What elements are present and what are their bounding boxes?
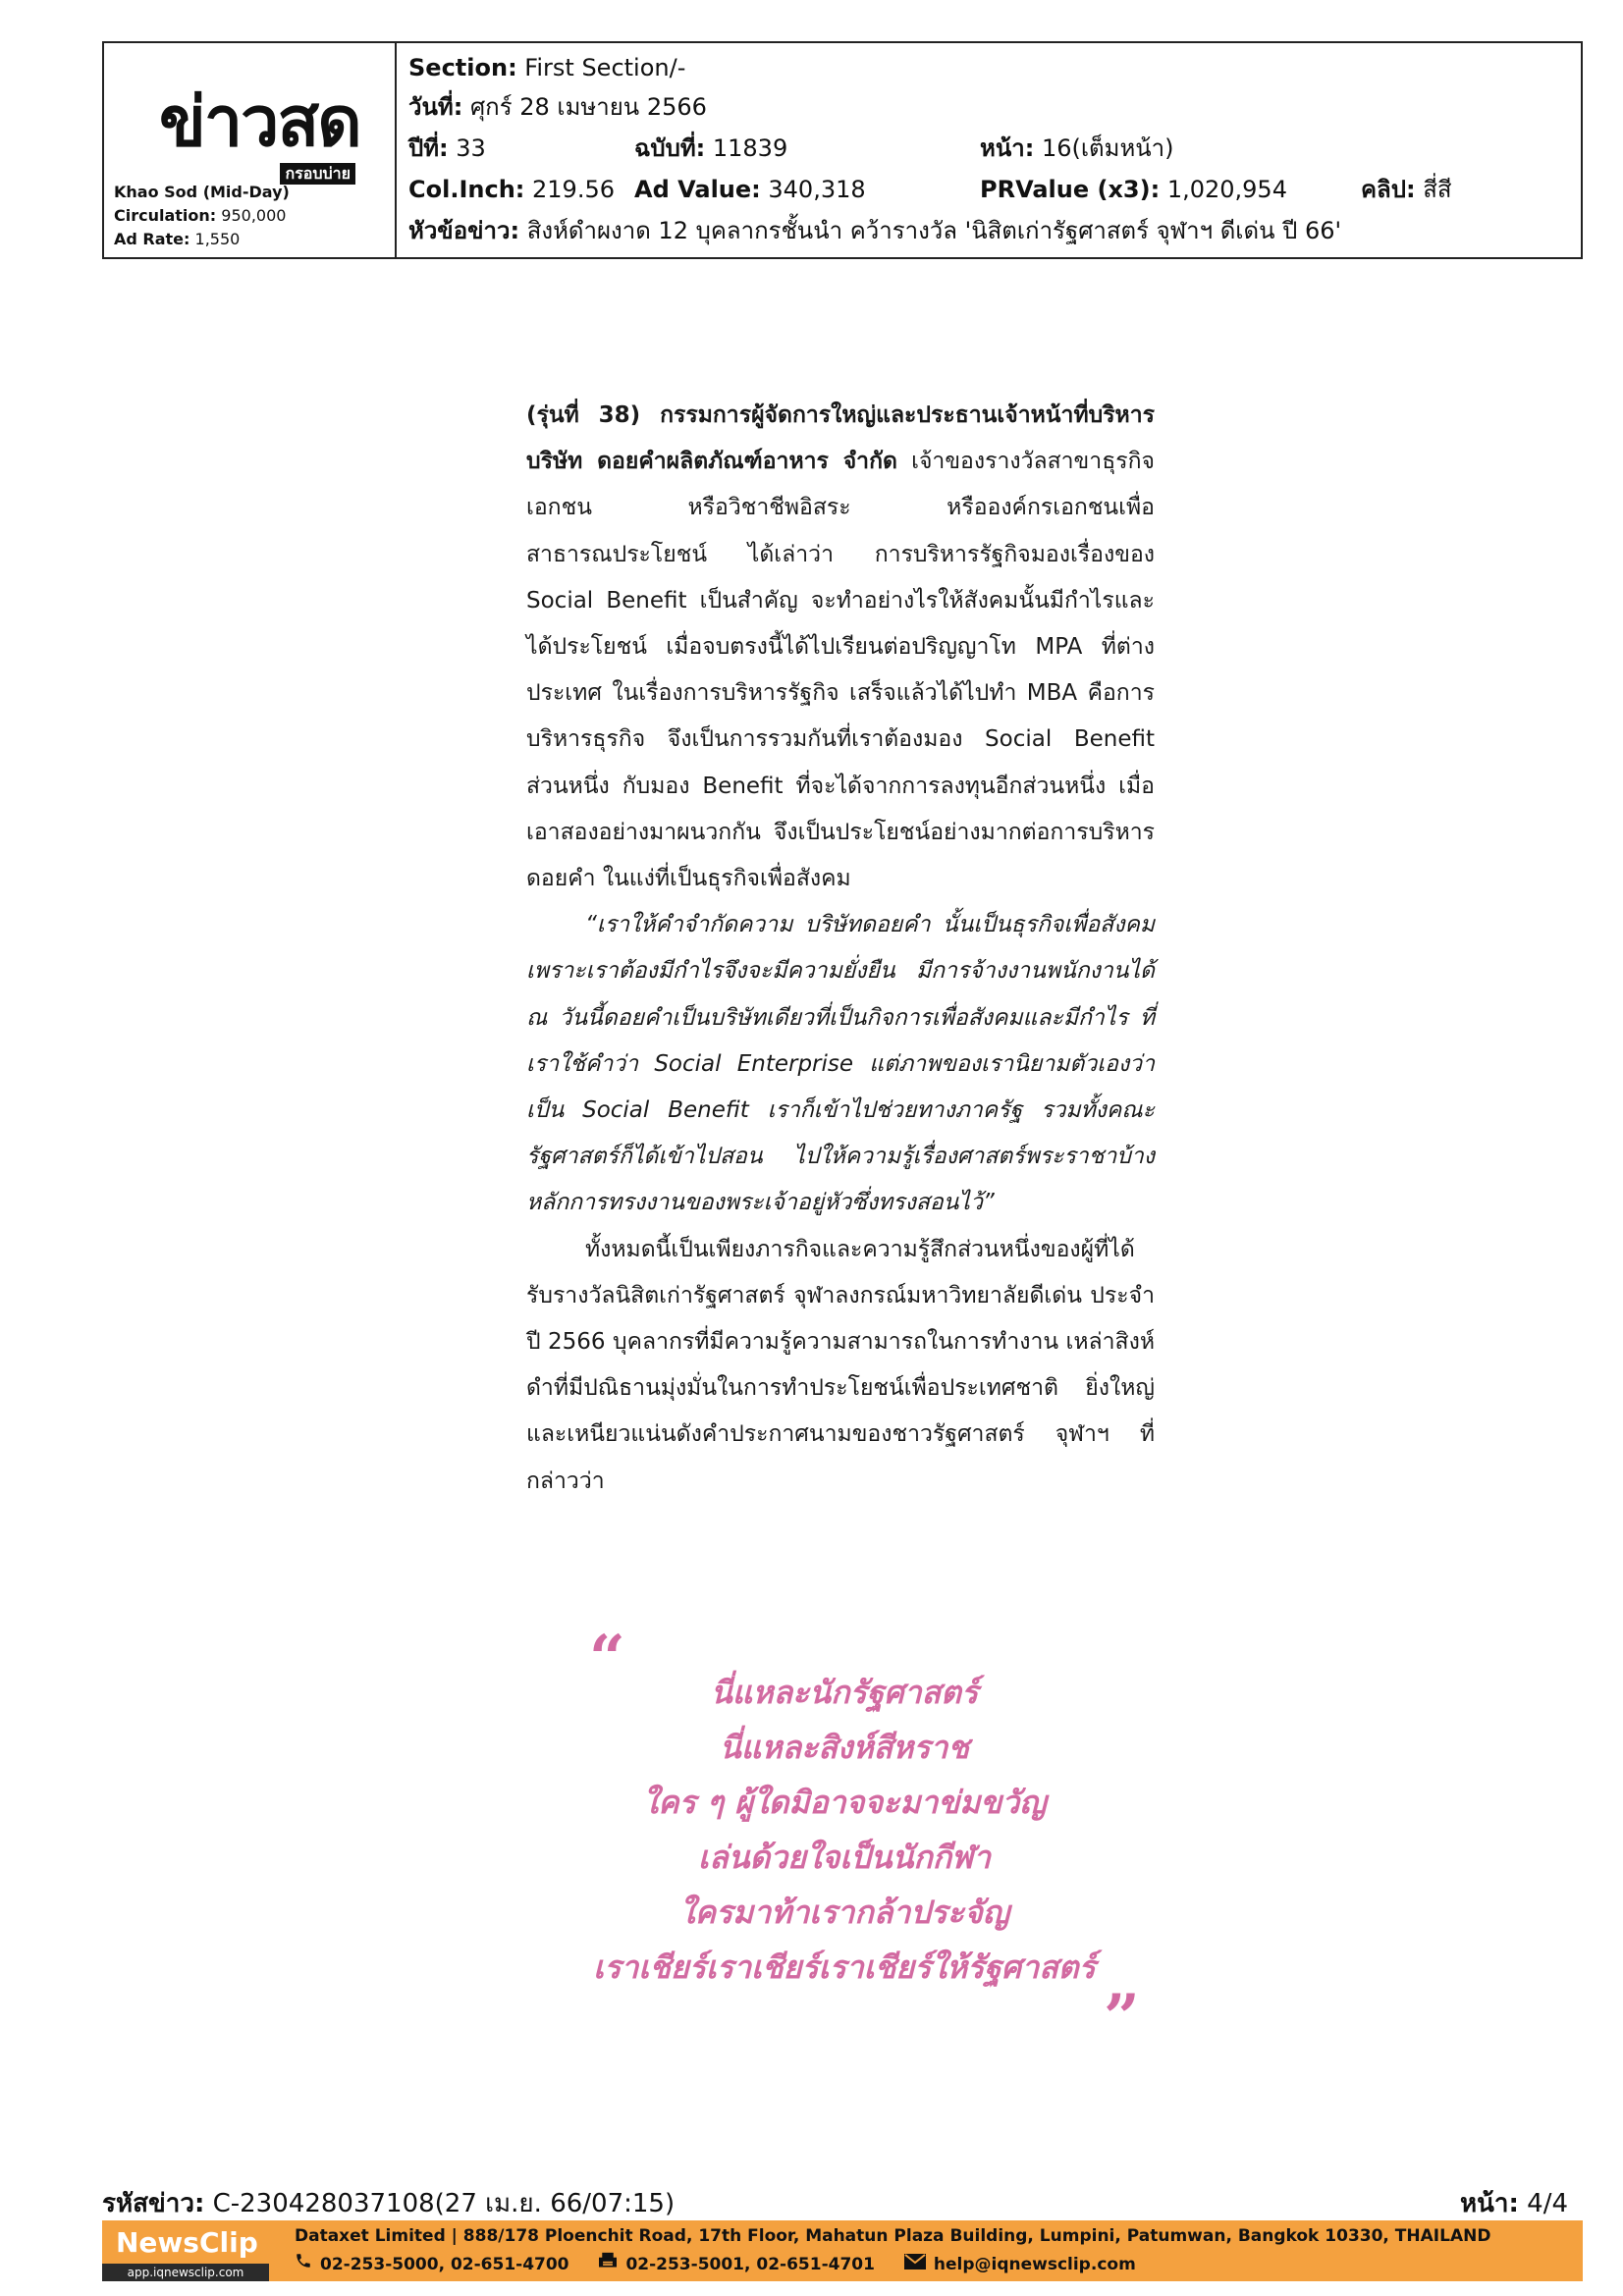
advalue-row [634,175,866,204]
date-value: ศุกร์ 28 เมษายน 2566 [462,93,707,121]
ad-rate-label: Ad Rate: [114,230,190,248]
poem-line: เล่นด้วยใจเป็นนักกีฬา [698,1839,991,1876]
page-row [980,133,1174,163]
section-value: First Section/- [516,54,686,81]
clip-metadata [408,43,1581,257]
circulation-label: Circulation: [114,206,217,225]
poem-line: นี่แหละสิงห์สีหราช [719,1729,970,1766]
issue-value: 11839 [705,134,788,162]
colinch-value: 219.56 [524,176,615,203]
lead-bold-text: (รุ่นที่ 38) กรรมการผู้จัดการใหญ่และประธานเจ้าหน้าที่บริหารบริษัท ดอยคำผลิตภัณฑ์อาหาร จำกัด [526,402,1155,475]
poem-line: เราเชียร์เราเชียร์เราเชียร์ให้รัฐศาสตร์ [593,1949,1096,1986]
date-label: วันที่: [408,93,463,121]
issue-label: ฉบับที่: [634,134,706,162]
open-quote-mark: “ [589,1622,625,1695]
headline-row [408,216,1341,245]
page-number-value: 4/4 [1518,2189,1568,2218]
fax-contact [598,2252,875,2277]
email-text: help@iqnewsclip.com [933,2255,1136,2274]
page-number [1460,2187,1568,2220]
section-row [408,53,685,82]
close-quote-mark: ” [1104,1981,1140,2055]
prvalue-label: PRValue (x3): [980,176,1161,203]
clip-label: คลิป: [1361,176,1416,203]
colinch-row [408,175,615,204]
clipping-header [102,41,1583,259]
circulation [114,206,286,226]
news-code-value: C-230428037108(27 เม.ย. 66/07:15) [204,2189,676,2218]
ad-rate [114,230,240,249]
fax-icon [598,2252,618,2277]
email-contact [904,2252,1136,2277]
article-lead-paragraph [526,393,1155,902]
poem-line: นี่แหละนักรัฐศาสตร์ [710,1674,979,1711]
advalue-value: 340,318 [760,176,866,203]
fax-text: 02-253-5001, 02-651-4701 [625,2255,875,2274]
lead-body-text: เจ้าของรางวัลสาขาธุรกิจเอกชน หรือวิชาชีพอิสระ หรือองค์กรเอกชนเพื่อสาธารณประโยชน์ ได้เล่าว่า การบริหารรัฐกิจมองเรื่องของ Social Benefit เป็นสำคัญ จะทำอย่างไรให้สังคมนั้นมีกำไรและได้ประโยชน์ เมื่อจบตรงนี้ได้ไปเรียนต่อปริญญาโท MPA ที่ต่างประเทศ ในเรื่องการบริหารรัฐกิจ เสร็จแล้วได้ไปทำ MBA คือการบริหารธุรกิจ จึงเป็นการรวมกันที่เราต้องมอง Social Benefit ส่วนหนึ่ง กับมอง Benefit ที่จะได้จากการลงทุนอีกส่วนหนึ่ง เมื่อเอาสองอย่างมาผนวกกัน จึงเป็นประโยชน์อย่างมากต่อการบริหารดอยคำ ในแง่ที่เป็นธุรกิจเพื่อสังคม [526,449,1155,892]
phone-icon [295,2252,312,2277]
page-number-label: หน้า: [1459,2189,1519,2218]
headline-value: สิงห์ดำผงาด 12 บุคลากรชั้นนำ คว้ารางวัล 'นิสิตเก่ารัฐศาสตร์ จุฬาฯ ดีเด่น ปี 66' [519,217,1342,244]
colinch-label: Col.Inch: [408,176,525,203]
news-code [102,2187,675,2220]
brand-name: NewsClip [116,2226,258,2259]
advalue-label: Ad Value: [634,176,761,203]
prvalue-row [980,175,1287,204]
issue-row [634,133,787,163]
poem-line: ใครมาท้าเรากล้าประจัญ [678,1894,1010,1931]
envelope-icon [904,2252,926,2277]
year-label: ปีที่: [408,134,449,162]
circulation-value: 950,000 [216,206,287,225]
page-label: หน้า: [980,134,1035,162]
article-closing-paragraph: ทั้งหมดนี้เป็นเพียงภารกิจและความรู้สึกส่วนหนึ่งของผู้ที่ได้รับรางวัลนิสิตเก่ารัฐศาสตร์ จุฬาลงกรณ์มหาวิทยาลัยดีเด่น ประจำปี 2566 บุคลากรที่มีความรู้ความสามารถในการทำงาน เหล่าสิงห์ดำที่มีปณิธานมุ่งมั่นในการทำประโยชน์เพื่อประเทศชาติ ยิ่งใหญ่และเหนียวแน่นดังคำประกาศนามของชาวรัฐศาสตร์ จุฬาฯ ที่กล่าวว่า [526,1236,1155,1494]
clip-row [1361,175,1452,204]
phone-text: 02-253-5000, 02-651-4700 [320,2255,569,2274]
poem-line: ใคร ๆ ผู้ใดมิอาจจะมาข่มขวัญ [642,1784,1047,1821]
newsclip-logo [102,2220,269,2281]
year-row [408,133,486,163]
article-column [526,393,1155,1505]
company-address: Dataxet Limited | 888/178 Ploenchit Road, 17th Floor, Mahatun Plaza Building, Lumpini, Patumwan, Bangkok 10330, THAILAND [295,2226,1491,2246]
page-value: 16(เต็มหน้า) [1034,134,1174,162]
brand-url: app.iqnewsclip.com [102,2264,269,2281]
logo-text: ข่าวสด [159,81,360,162]
publication-name [114,183,290,202]
prvalue-value: 1,020,954 [1160,176,1287,203]
date-row [408,92,707,122]
footer-bar [102,2220,1583,2281]
anthem-poem [511,1665,1178,1995]
news-code-label: รหัสข่าว: [102,2189,205,2218]
publication-name-text: Khao Sod (Mid-Day) [114,183,290,201]
phone-contact [295,2252,569,2277]
logo-edition-tag: กรอบบ่าย [280,163,355,185]
article-quote-paragraph: “เราให้คำจำกัดความ บริษัทดอยคำ นั้นเป็นธุรกิจเพื่อสังคม เพราะเราต้องมีกำไรจึงจะมีความยั่งยืน มีการจ้างงานพนักงานได้ ณ วันนี้ดอยคำเป็นบริษัทเดียวที่เป็นกิจการเพื่อสังคมและมีกำไร ที่เราใช้คำว่า Social Enterprise แต่ภาพของเรานิยามตัวเองว่าเป็น Social Benefit เราก็เข้าไปช่วยทางภาครัฐ รวมทั้งคณะรัฐศาสตร์ก็ได้เข้าไปสอน ไปให้ความรู้เรื่องศาสตร์พระราชาบ้าง หลักการทรงงานของพระเจ้าอยู่หัวซึ่งทรงสอนไว้” [526,912,1155,1216]
contact-row [295,2252,1160,2277]
ad-rate-value: 1,550 [189,230,241,248]
section-label: Section: [408,54,517,81]
year-value: 33 [448,134,486,162]
headline-label: หัวข้อข่าว: [408,217,520,244]
publication-panel [104,43,397,257]
clip-value: สี่สี [1415,176,1452,203]
